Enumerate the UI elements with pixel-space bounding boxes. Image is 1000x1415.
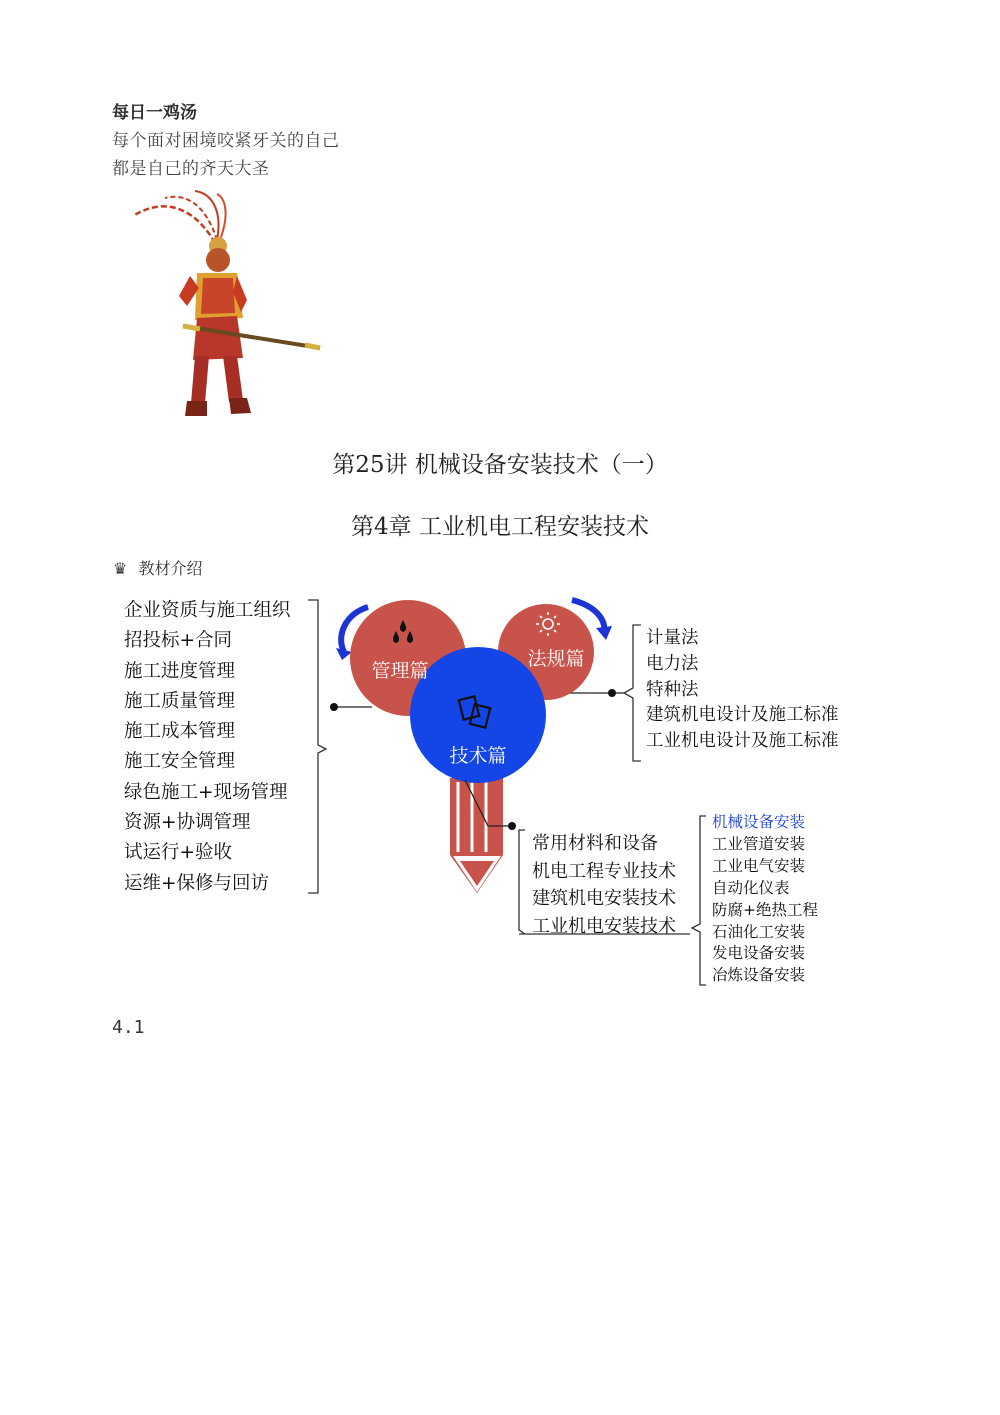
list-item: 招投标+合同: [124, 630, 233, 652]
list-item: 电力法: [646, 653, 699, 674]
management-bracket: [308, 600, 326, 893]
list-item: 试运行+验收: [124, 842, 233, 864]
regulation-list: [646, 626, 839, 755]
soup-title: 每日一鸡汤: [112, 103, 197, 123]
list-item: 运维+保修与回访: [124, 872, 270, 894]
list-item: 施工安全管理: [124, 751, 236, 773]
list-item: 计量法: [646, 628, 699, 648]
list-item: 工业机电安装技术: [532, 915, 676, 937]
chapter-title: 第4章 工业机电工程安装技术: [351, 514, 649, 540]
list-item: 机电工程专业技术: [532, 860, 676, 882]
regulation-connector-dot: [608, 689, 616, 697]
list-item: 绿色施工+现场管理: [124, 781, 288, 803]
list-item: 工业机电设计及施工标准: [646, 731, 839, 752]
list-item: 建筑机电安装技术: [532, 888, 676, 909]
list-item: 工业电气安装: [712, 856, 806, 875]
industrial-list: [712, 812, 818, 987]
regulation-bracket: [624, 625, 641, 761]
list-item: 特种法: [646, 679, 699, 700]
list-item-highlighted: 机械设备安装: [712, 813, 806, 831]
list-item: 工业管道安装: [712, 834, 806, 853]
list-item: 施工进度管理: [124, 660, 236, 682]
management-list: [124, 596, 291, 899]
industrial-bracket: [692, 816, 706, 985]
list-item: 石油化工安装: [712, 922, 806, 941]
list-item: 建筑机电设计及施工标准: [646, 705, 839, 726]
soup-line-2: 都是自己的齐天大圣: [112, 159, 270, 179]
pencil-graphic: [450, 778, 503, 893]
list-item: 冶炼设备安装: [712, 966, 806, 985]
management-label: 管理篇: [371, 660, 429, 682]
technology-list: [532, 830, 676, 940]
list-item: 施工质量管理: [124, 690, 236, 712]
list-item: 常用材料和设备: [532, 833, 658, 854]
technology-label: 技术篇: [449, 745, 507, 767]
list-item: 发电设备安装: [712, 944, 806, 963]
list-item: 资源+协调管理: [124, 812, 251, 834]
list-item: 自动化仪表: [712, 878, 790, 897]
list-item: 施工成本管理: [124, 721, 236, 743]
technology-bracket: [519, 830, 525, 934]
regulation-label: 法规篇: [527, 648, 585, 670]
list-item: 防腐+绝热工程: [712, 900, 818, 919]
list-item: 企业资质与施工组织: [124, 600, 291, 621]
section-number: 4.1: [112, 1017, 145, 1038]
lecture-title: 第25讲 机械设备安装技术（一）: [332, 452, 668, 478]
soup-line-1: 每个面对困境咬紧牙关的自己: [112, 131, 340, 151]
crown-icon: ♛: [113, 559, 128, 578]
textbook-intro-label: 教材介绍: [138, 559, 203, 578]
management-connector-dot: [330, 703, 338, 711]
